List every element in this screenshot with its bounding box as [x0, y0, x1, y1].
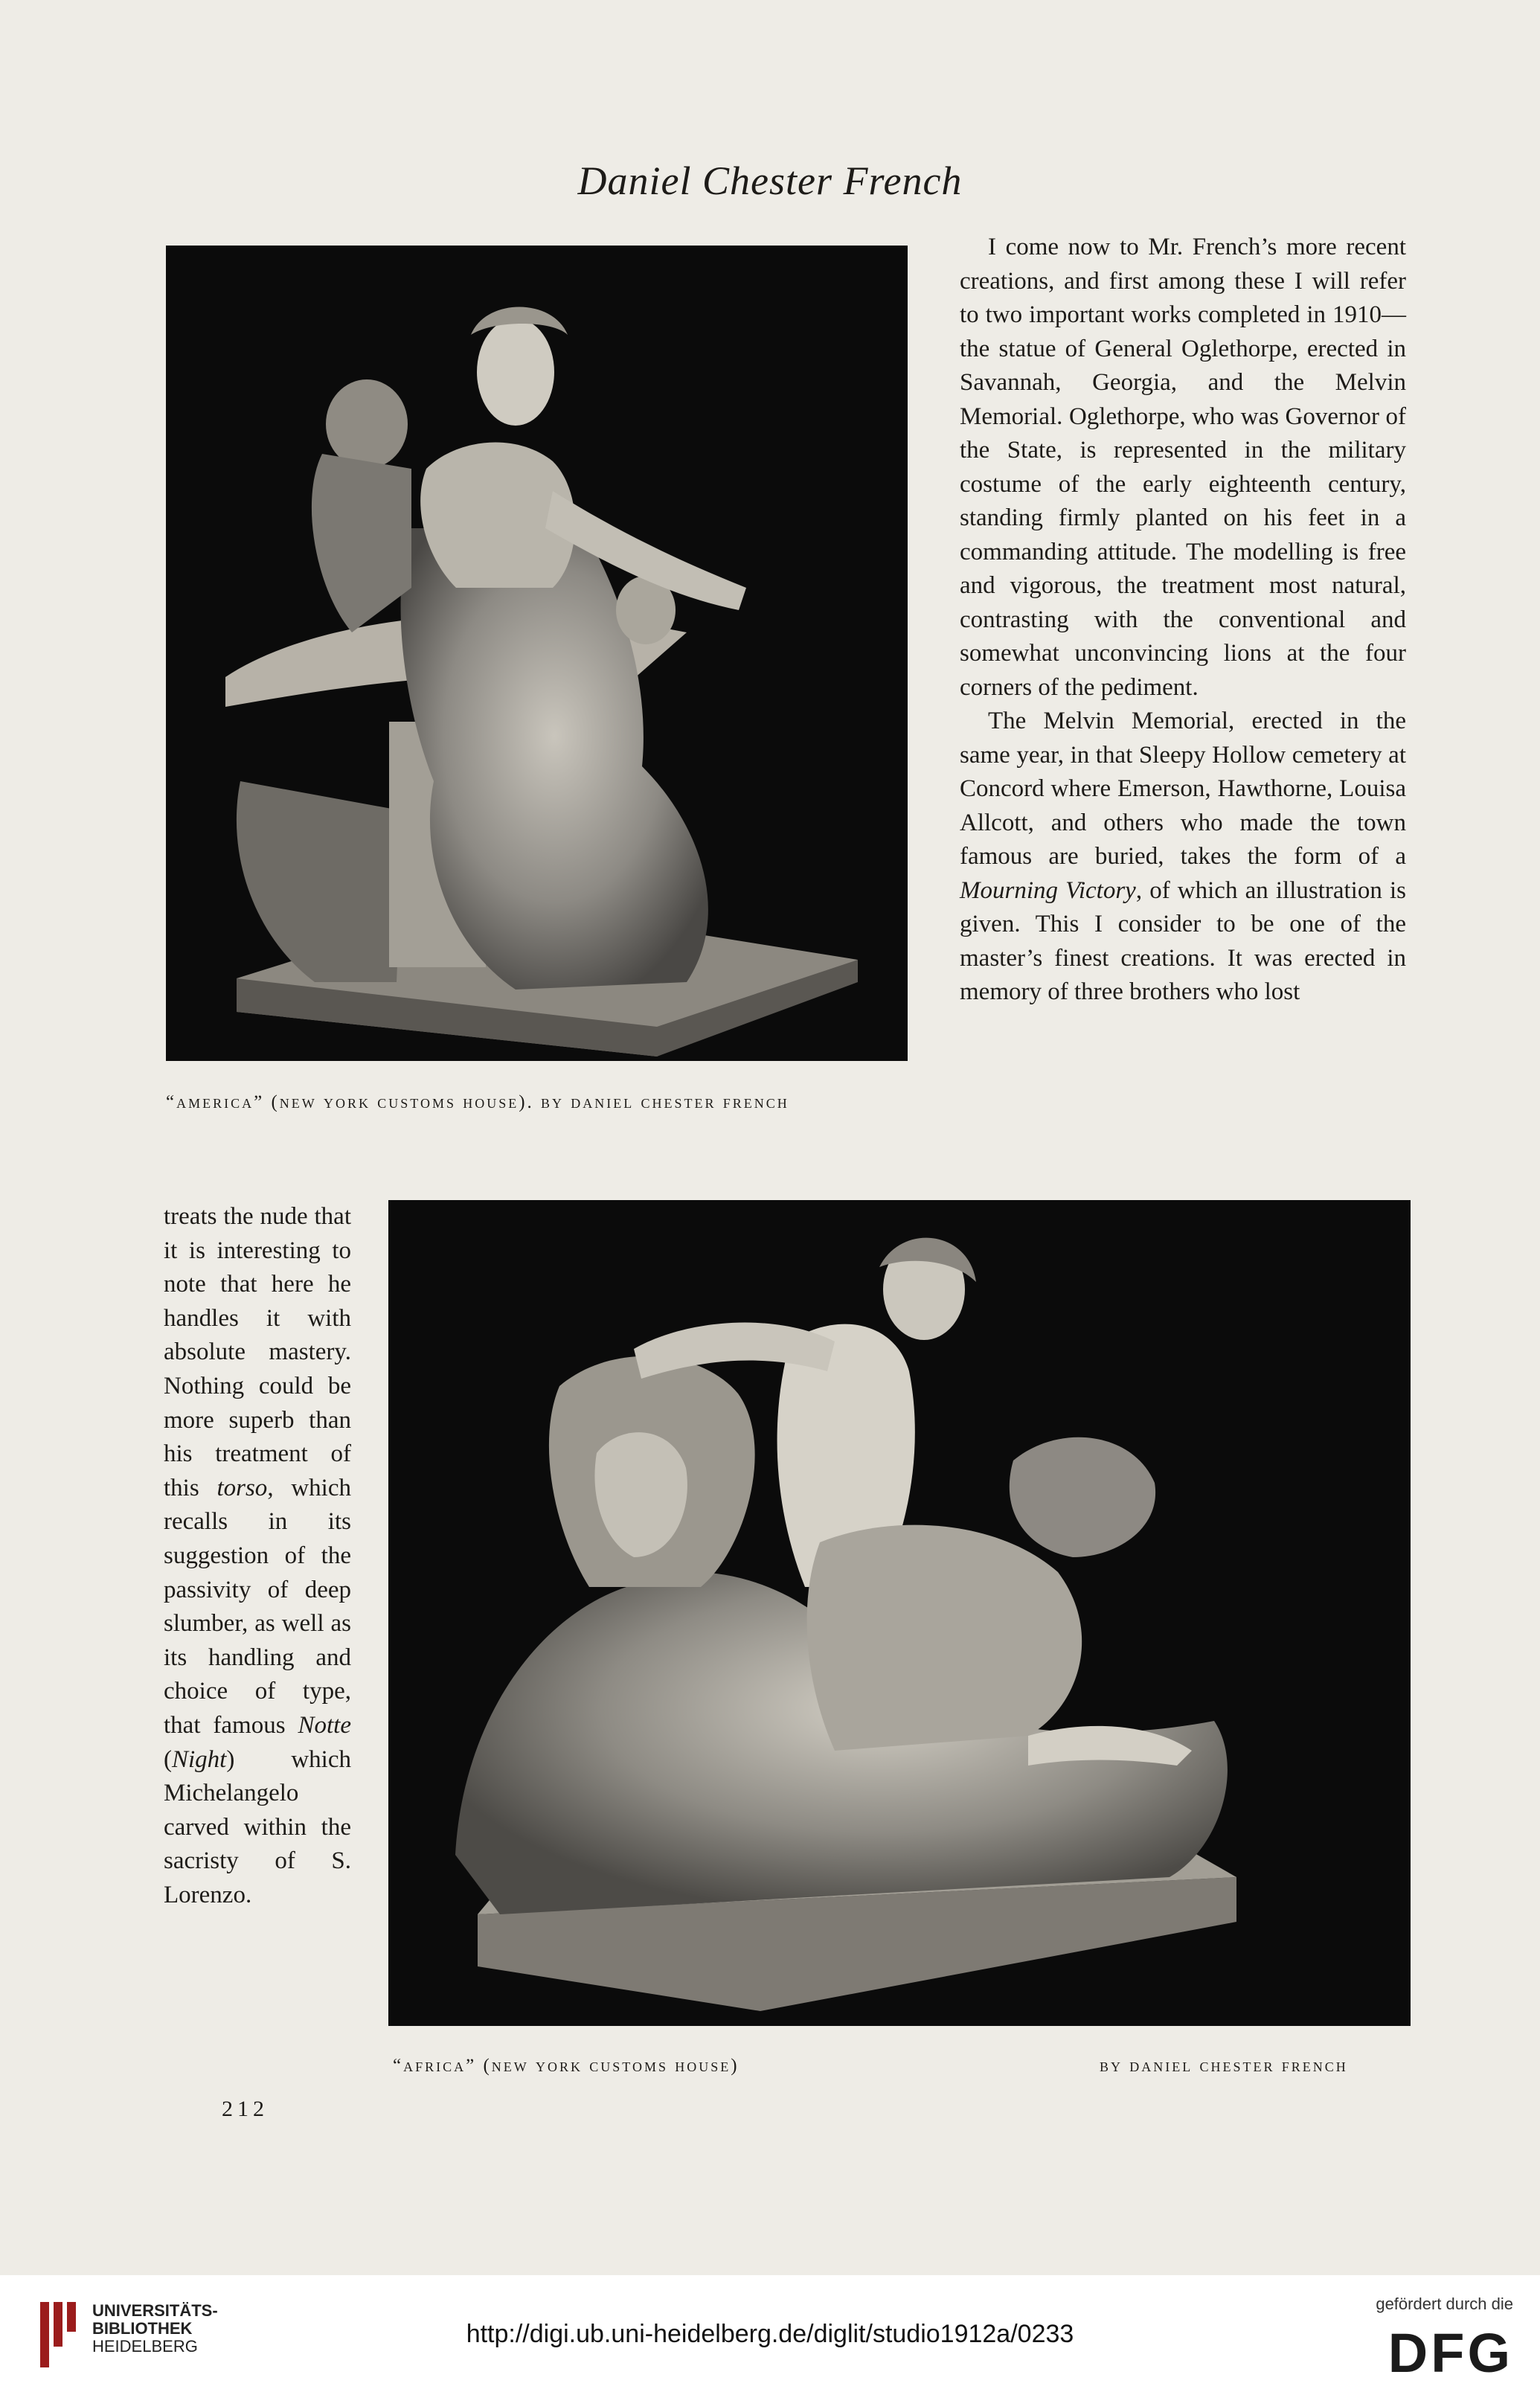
- africa-sculpture-photo: [388, 1200, 1411, 2026]
- page-number: 212: [222, 2097, 269, 2121]
- article-text-left-column: [164, 1200, 351, 1912]
- funded-by-label: gefördert durch die: [1376, 2295, 1513, 2313]
- page-title: Daniel Chester French: [577, 158, 963, 203]
- africa-caption-right: by daniel chester french: [1100, 2056, 1348, 2076]
- paragraph-melvin-memorial: The Melvin Memorial, erected in the same year, in that Sleepy Hollow cemetery at Concord where Emerson, Hawthorne, Louisa Allcott, and others who made the town famous are buried, takes the form of a Mourning Victory, of which an illustration is given. This I consider to be one of the master’s finest creations. It was erected in memory of three brothers who lost: [960, 708, 1406, 1005]
- paragraph-oglethorpe: I come now to Mr. French’s more recent creations, and first among these I will refer to two important works completed in 1910—the statue of General Oglethorpe, erected in Savannah, Georgia, and the Melvin Memorial. Oglethorpe, who was Governor of the State, is represented in the military costume of the early eighteenth century, standing firmly planted on his feet in a commanding attitude. The modelling is free and vigorous, the treatment most natural, contrasting with the conventional and somewhat unconvincing lions at the four corners of the pediment.: [960, 234, 1406, 701]
- america-sculpture-photo: [166, 246, 908, 1061]
- america-caption: “america” (new york customs house). by daniel chester french: [166, 1092, 789, 1112]
- mourning-victory-title: Mourning Victory: [960, 876, 1136, 904]
- library-name: UNIVERSITÄTS- BIBLIOTHEK HEIDELBERG: [92, 2301, 218, 2356]
- dfg-logo: DFG: [1387, 2322, 1513, 2384]
- africa-caption-left: “africa” (new york customs house): [393, 2056, 739, 2076]
- paragraph-nude-treatment: treats the nude that it is interesting to note that here he handles it with absolute mastery. Nothing could be more superb than his treatment of this torso, which recalls in its suggestion of the passivity of deep slumber, as well as its handling and choice of type, that famous Notte (Night) which Michelangelo carved within the sacristy of S. Lorenzo.: [164, 1203, 351, 1908]
- digitization-footer: [0, 2275, 1540, 2392]
- article-text-right-column: [960, 231, 1406, 1010]
- permalink-url[interactable]: http://digi.ub.uni-heidelberg.de/diglit/studio1912a/0233: [466, 2320, 1074, 2348]
